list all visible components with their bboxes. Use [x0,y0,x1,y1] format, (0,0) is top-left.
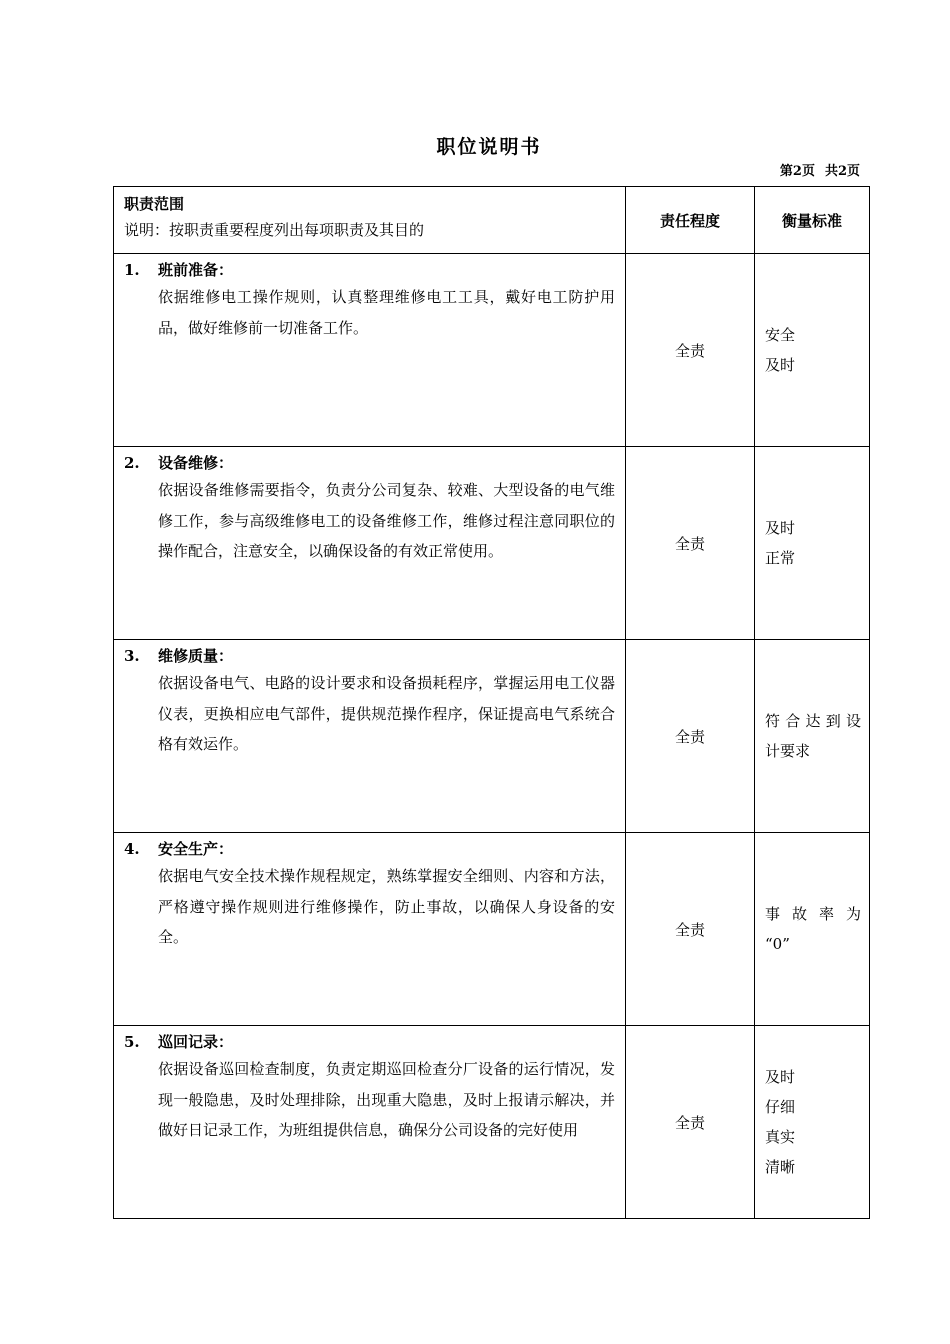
standard-cell [755,447,870,640]
duty-description: 依据设备电气、电路的设计要求和设备损耗程序，掌握运用电工仪器仪表，更换相应电气部件，提供规范操作程序，保证提高电气系统合格有效运作。 [158,674,615,753]
duty-heading [124,260,615,280]
scope-description: 说明：按职责重要程度列出每项职责及其目的 [124,221,425,239]
standard-line: 清晰 [765,1158,796,1176]
standard-line: “0” [765,935,790,953]
standard-cell [755,1026,870,1219]
duties-table [113,186,870,1219]
standard-line: 计要求 [765,742,811,760]
standard-header: 衡量标准 [755,187,870,254]
responsibility-cell: 全责 [626,1026,755,1219]
standard-line: 及时 [765,519,796,537]
duty-heading [124,453,615,473]
page-number [770,160,860,179]
responsibility-cell: 全责 [626,447,755,640]
responsibility-cell: 全责 [626,254,755,447]
standard-line: 安全 [765,326,796,344]
standard-cell [755,640,870,833]
duty-description: 依据设备维修需要指令，负责分公司复杂、较难、大型设备的电气维修工作，参与高级维修电工的设备维修工作，维修过程注意同职位的操作配合，注意安全，以确保设备的有效正常使用。 [158,481,615,560]
duty-cell [114,254,626,447]
duty-number: 3. [124,647,140,665]
standard-line: 符合达到设 [765,712,861,730]
duty-heading [124,1032,615,1052]
duty-cell [114,833,626,1026]
page-title: 职位说明书 [436,136,542,158]
table-row [114,833,870,1026]
standard-line: 仔细 [765,1098,796,1116]
standard-line: 及时 [765,1068,796,1086]
responsibility-cell: 全责 [626,640,755,833]
table-row [114,1026,870,1219]
scope-header-cell [114,187,626,254]
page-current: 第2页 [779,164,815,179]
scope-title: 职责范围 [124,195,185,213]
duty-number: 5. [124,1033,140,1051]
duty-name: 设备维修： [158,454,234,472]
standard-cell [755,833,870,1026]
table-row [114,254,870,447]
table-header-row [114,187,870,254]
table-row [114,640,870,833]
standard-line: 及时 [765,356,796,374]
duty-name: 安全生产： [158,840,234,858]
duty-description: 依据设备巡回检查制度，负责定期巡回检查分厂设备的运行情况，发现一般隐患，及时处理排除，出现重大隐患，及时上报请示解决，并做好日记录工作，为班组提供信息，确保分公司设备的完好使用 [158,1060,615,1139]
duty-number: 2. [124,454,140,472]
duty-name: 维修质量： [158,647,234,665]
page-total: 共2页 [824,164,860,179]
duty-number: 4. [124,840,140,858]
duty-description: 依据维修电工操作规则，认真整理维修电工工具，戴好电工防护用品，做好维修前一切准备工作。 [158,288,615,337]
duty-name: 班前准备： [158,261,234,279]
duty-cell [114,1026,626,1219]
duty-cell [114,640,626,833]
duty-heading [124,839,615,859]
duty-cell [114,447,626,640]
standard-line: 事故率为 [765,905,861,923]
duty-number: 1. [124,261,140,279]
responsibility-header: 责任程度 [626,187,755,254]
responsibility-cell: 全责 [626,833,755,1026]
standard-cell [755,254,870,447]
duty-description: 依据电气安全技术操作规程规定，熟练掌握安全细则、内容和方法，严格遵守操作规则进行维修操作，防止事故，以确保人身设备的安全。 [158,867,615,946]
table-row [114,447,870,640]
duty-name: 巡回记录： [158,1033,234,1051]
standard-line: 正常 [765,549,796,567]
standard-line: 真实 [765,1128,796,1146]
duty-heading [124,646,615,666]
